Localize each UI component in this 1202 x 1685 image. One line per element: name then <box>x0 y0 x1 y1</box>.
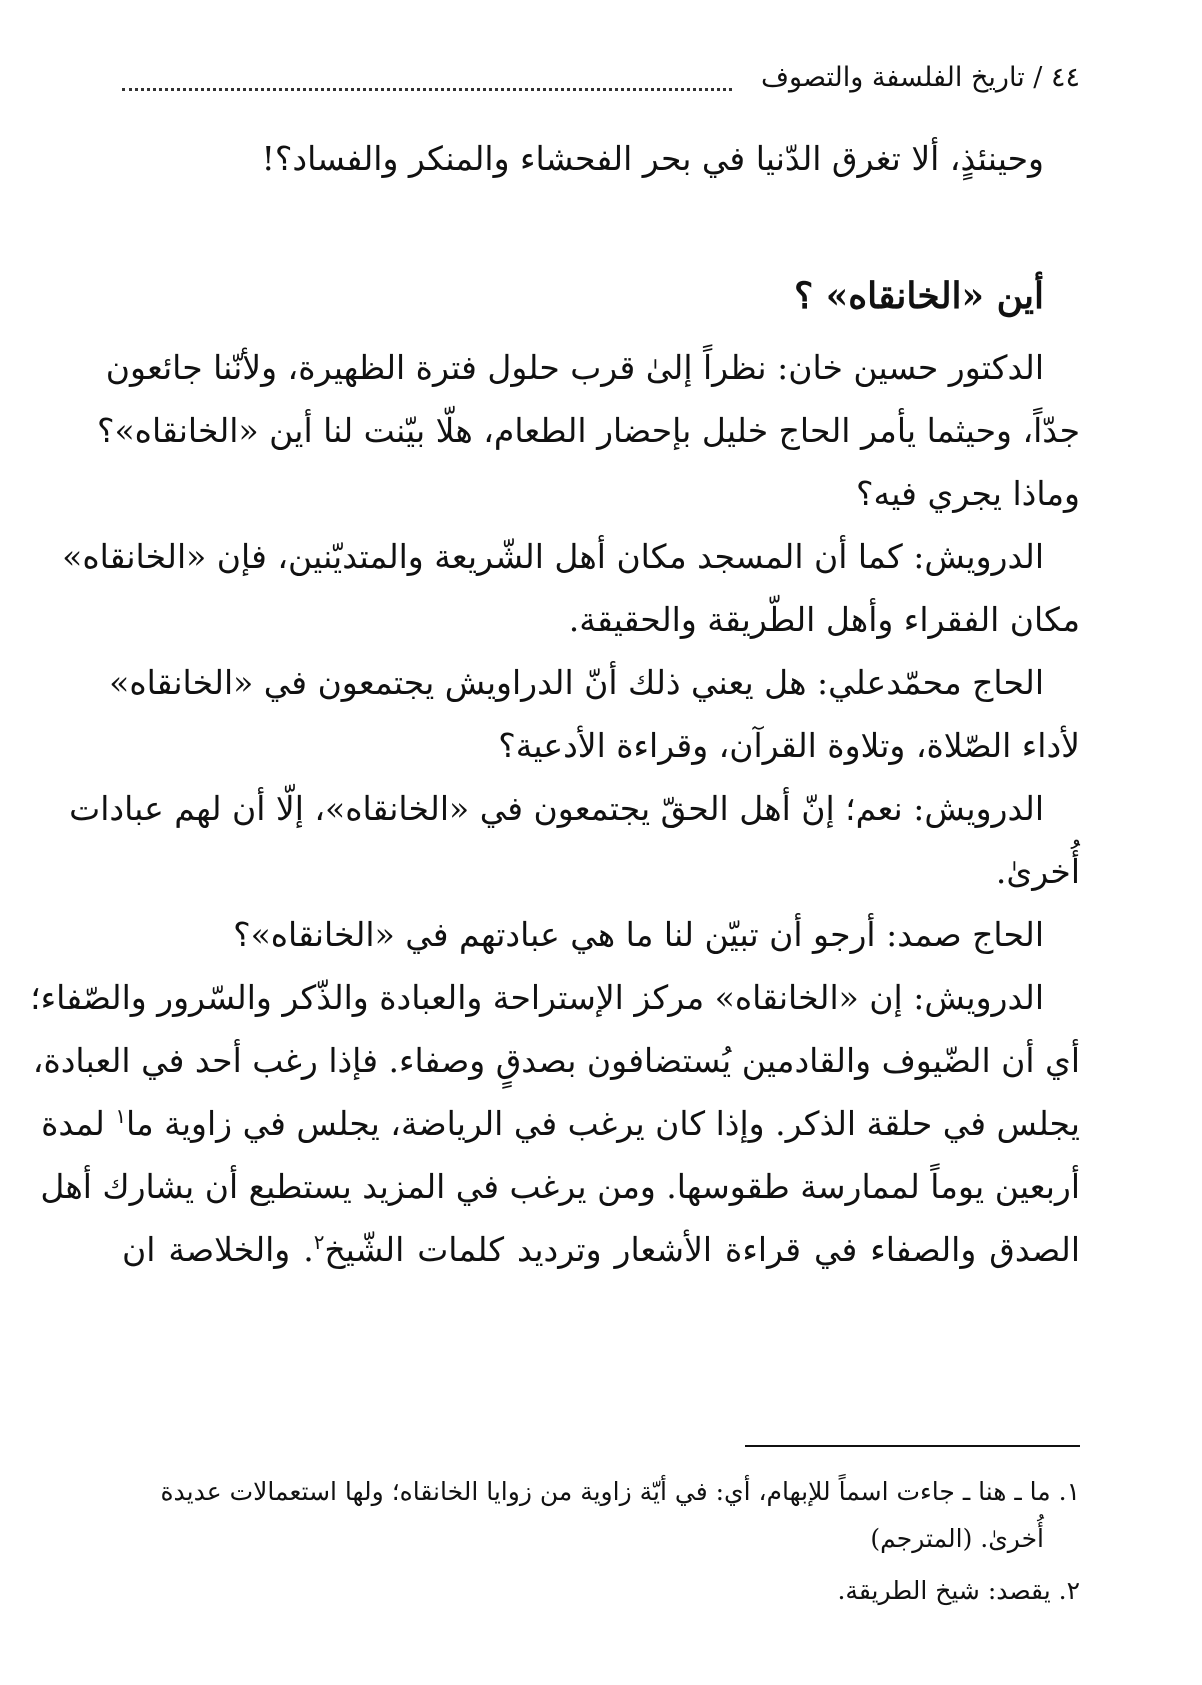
paragraph-6-line-3-tail: لمدة <box>41 1104 105 1143</box>
paragraph-5-line-1: الحاج صمد: أرجو أن تبيّن لنا ما هي عبادتهم في «الخانقاه»؟ <box>233 915 1044 954</box>
paragraph-6-line-5-text: الصدق والصفاء في قراءة الأشعار وترديد كلمات الشّيخ <box>324 1230 1080 1269</box>
paragraph-4-line-1: الدرويش: نعم؛ إنّ أهل الحقّ يجتمعون في «الخانقاه»، إلّا أن لهم عبادات <box>69 789 1044 828</box>
footnote-separator <box>745 1445 1080 1447</box>
paragraph-2-line-1: الدرويش: كما أن المسجد مكان أهل الشّريعة والمتديّنين، فإن «الخانقاه» <box>62 537 1044 576</box>
paragraph-3-line-2: لأداء الصّلاة، وتلاوة القرآن، وقراءة الأدعية؟ <box>498 726 1080 765</box>
running-header: ٤٤ / تاريخ الفلسفة والتصوف <box>761 62 1080 93</box>
paragraph-6-line-5-tail: . والخلاصة ان <box>122 1230 314 1269</box>
paragraph-6-line-1: الدرويش: إن «الخانقاه» مركز الإستراحة والعبادة والذّكر والسّرور والصّفاء؛ <box>30 978 1044 1017</box>
paragraph-4-line-2: أُخرىٰ. <box>995 852 1080 891</box>
opening-line: وحينئذٍ، ألا تغرق الدّنيا في بحر الفحشاء والمنكر والفساد؟! <box>261 139 1044 178</box>
paragraph-2-line-2: مكان الفقراء وأهل الطّريقة والحقيقة. <box>568 600 1080 639</box>
header-dot-leader <box>122 88 732 91</box>
footnote-mark-1[interactable]: ١ <box>115 1105 126 1128</box>
paragraph-1-line-3: وماذا يجري فيه؟ <box>856 474 1080 513</box>
footnote-1-line-1: ١. ما ـ هنا ـ جاءت اسماً للإبهام، أي: في أيّة زاوية من زوايا الخانقاه؛ ولها استعمالات عديدة <box>160 1477 1080 1506</box>
paragraph-1-line-2: جدّاً، وحيثما يأمر الحاج خليل بإحضار الطعام، هلّا بيّنت لنا أين «الخانقاه»؟ <box>96 411 1080 450</box>
paragraph-6-line-3 <box>41 1104 1080 1144</box>
section-heading: أين «الخانقاه» ؟ <box>794 275 1044 317</box>
paragraph-6-line-4: أربعين يوماً لممارسة طقوسها. ومن يرغب في المزيد يستطيع أن يشارك أهل <box>40 1167 1080 1206</box>
paragraph-6-line-2: أي أن الضّيوف والقادمين يُستضافون بصدقٍ وصفاء. فإذا رغب أحد في العبادة، <box>32 1041 1080 1080</box>
paragraph-6-line-3-text: يجلس في حلقة الذكر. وإذا كان يرغب في الرياضة، يجلس في زاوية ما <box>125 1104 1080 1143</box>
footnote-1-line-2: أُخرىٰ. (المترجم) <box>870 1524 1044 1553</box>
footnote-mark-2[interactable]: ٢ <box>313 1231 325 1254</box>
paragraph-3-line-1: الحاج محمّدعلي: هل يعني ذلك أنّ الدراويش يجتمعون في «الخانقاه» <box>109 663 1044 702</box>
paragraph-1-line-1: الدكتور حسين خان: نظراً إلىٰ قرب حلول فترة الظهيرة، ولأنّنا جائعون <box>105 348 1044 387</box>
paragraph-6-line-5 <box>122 1230 1080 1270</box>
footnote-2: ٢. يقصد: شيخ الطريقة. <box>837 1576 1080 1605</box>
